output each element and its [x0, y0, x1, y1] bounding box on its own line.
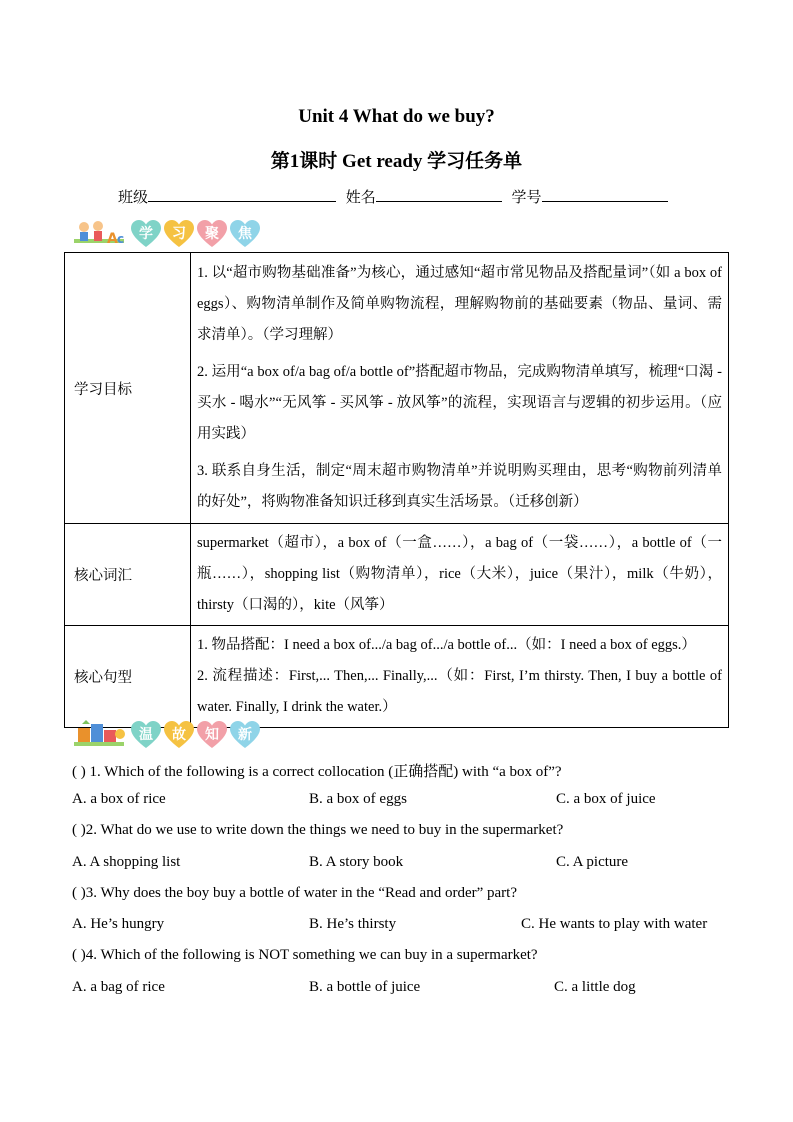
question-1-option-c[interactable]: C. a box of juice	[556, 791, 656, 807]
heart-badge-3	[197, 220, 227, 248]
question-4-stem: ( )4. Which of the following is NOT something we can buy in a supermarket?	[72, 947, 538, 963]
question-4-option-c[interactable]: C. a little dog	[554, 979, 636, 995]
question-2-option-b[interactable]: B. A story book	[309, 854, 404, 870]
heart-char-4: 焦	[238, 226, 252, 242]
class-label: 班级	[118, 190, 149, 206]
question-3-stem: ( )3. Why does the boy buy a bottle of water in the “Read and order” part?	[72, 885, 517, 901]
goals-content	[191, 253, 729, 524]
svg-text:A: A	[107, 231, 118, 247]
books-illustration-icon	[72, 720, 128, 750]
heart-badge-5	[131, 721, 161, 749]
sentence-2: 2. 流程描述：First,... Then,... Finally,...（如：First, I’m thirsty. Then, I buy a bottle of water. Finally, I drink the water.）	[197, 668, 722, 715]
heart-char-3: 聚	[205, 226, 219, 242]
heart-badge-7	[197, 721, 227, 749]
heart-badge-4	[230, 220, 260, 248]
study-focus-banner	[72, 217, 260, 251]
number-blank[interactable]	[542, 187, 668, 202]
question-1-option-a[interactable]: A. a box of rice	[72, 791, 166, 807]
heart-char-7: 知	[205, 727, 219, 743]
goals-label: 学习目标	[65, 253, 191, 524]
question-3-option-a[interactable]: A. He’s hungry	[72, 916, 165, 932]
vocab-content: supermarket（超市），a box of（一盒……），a bag of（一袋……），a bottle of（一瓶……），shopping list（购物清单），rice（大米），juice（果汁），milk（牛奶），thirsty（口渴的），kite（风筝）	[191, 524, 729, 626]
sentence-row	[65, 626, 729, 728]
review-banner	[72, 718, 260, 752]
goal-2: 2. 运用“a box of/a bag of/a bottle of”搭配超市物品，完成购物清单填写，梳理“口渴 - 买水 - 喝水”“无风筝 - 买风筝 - 放风筝”的流程，实现语言与逻辑的初步运用。（应用实践）	[197, 364, 722, 442]
study-table	[64, 252, 729, 728]
question-3-option-b[interactable]: B. He’s thirsty	[309, 916, 397, 932]
sentence-label: 核心句型	[65, 626, 191, 728]
goal-1: 1. 以“超市购物基础准备”为核心，通过感知“超市常见物品及搭配量词”（如 a box of eggs）、购物清单制作及简单购物流程，理解购物前的基础要素（物品、量词、需求清单）。（学习理解）	[197, 265, 722, 343]
student-info-line	[118, 186, 668, 207]
heart-badge-8	[230, 721, 260, 749]
heart-char-1: 学	[139, 226, 153, 242]
sentence-1: 1. 物品搭配：I need a box of.../a bag of.../a bottle of...（如：I need a box of eggs.）	[197, 637, 696, 653]
question-1-option-b[interactable]: B. a box of eggs	[309, 791, 407, 807]
question-4-option-b[interactable]: B. a bottle of juice	[309, 979, 421, 995]
kids-illustration-icon	[72, 219, 128, 249]
question-2-option-a[interactable]: A. A shopping list	[72, 854, 181, 870]
question-2-option-c[interactable]: C. A picture	[556, 854, 629, 870]
vocab-row	[65, 524, 729, 626]
heart-char-6: 故	[172, 727, 186, 743]
class-blank[interactable]	[148, 187, 336, 202]
heart-char-2: 习	[172, 226, 186, 242]
vocab-label: 核心词汇	[65, 524, 191, 626]
question-3-option-c[interactable]: C. He wants to play with water	[521, 916, 708, 932]
number-label: 学号	[511, 190, 542, 206]
question-1-stem: ( ) 1. Which of the following is a correct collocation (正确搭配) with “a box of”?	[72, 764, 562, 780]
goal-3: 3. 联系自身生活，制定“周末超市购物清单”并说明购买理由，思考“购物前列清单的好处”，将购物准备知识迁移到真实生活场景。（迁移创新）	[197, 463, 722, 510]
heart-badge-6	[164, 721, 194, 749]
heart-badge-2	[164, 220, 194, 248]
heart-char-8: 新	[238, 727, 252, 743]
goals-row	[65, 253, 729, 524]
page-subtitle: 第1课时 Get ready 学习任务单	[270, 151, 523, 172]
heart-badge-1	[131, 220, 161, 248]
svg-text:c: c	[117, 232, 125, 246]
page-title: Unit 4 What do we buy?	[298, 106, 495, 127]
question-2-stem: ( )2. What do we use to write down the things we need to buy in the supermarket?	[72, 822, 564, 838]
question-4-option-a[interactable]: A. a bag of rice	[72, 979, 165, 995]
name-label: 姓名	[345, 190, 376, 206]
name-blank[interactable]	[376, 187, 502, 202]
sentence-content	[191, 626, 729, 728]
heart-char-5: 温	[139, 727, 153, 743]
